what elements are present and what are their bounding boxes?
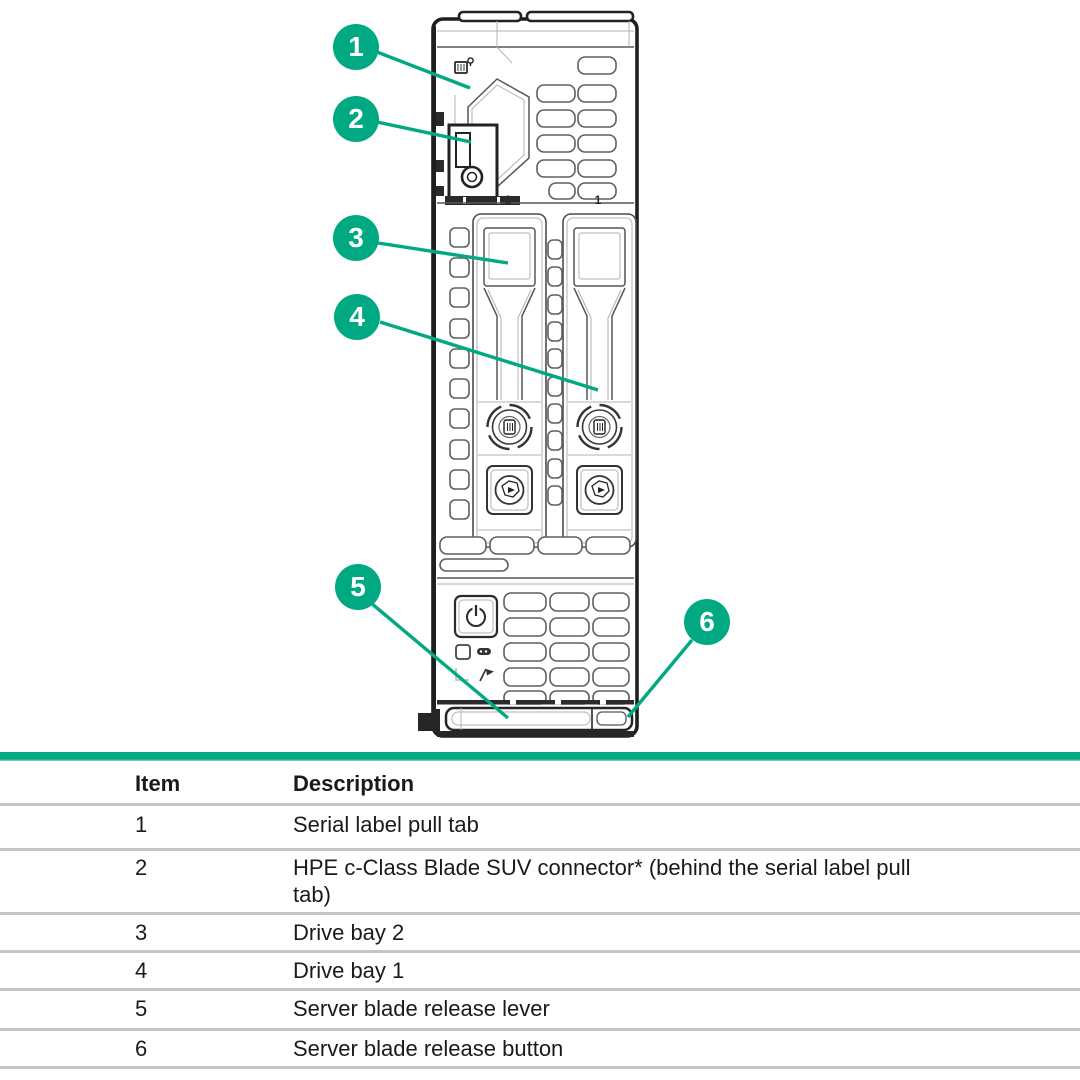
item-description: Server blade release lever bbox=[293, 996, 550, 1021]
item-description: HPE c-Class Blade SUV connector* (behind the serial label pull tab) bbox=[293, 855, 911, 907]
table-header-row bbox=[0, 761, 1080, 806]
nic-led-icon bbox=[477, 648, 491, 655]
power-button bbox=[455, 596, 497, 637]
component-table bbox=[0, 761, 1080, 1069]
table-top-accent-bar bbox=[0, 752, 1080, 761]
suv-connector bbox=[436, 112, 520, 205]
item-number: 2 bbox=[135, 855, 148, 880]
upper-vent-grid bbox=[537, 57, 616, 199]
middle-vent-column bbox=[548, 240, 562, 505]
left-vent-column bbox=[450, 228, 469, 519]
item-number: 4 bbox=[135, 958, 148, 983]
table-row bbox=[0, 851, 1080, 915]
table-row bbox=[0, 806, 1080, 851]
table-header-item: Item bbox=[135, 771, 181, 796]
bay-2-label: 2 bbox=[504, 193, 512, 207]
bottom-vent-grid bbox=[504, 593, 629, 704]
item-description: Serial label pull tab bbox=[293, 812, 479, 837]
table-row bbox=[0, 1031, 1080, 1069]
callout-badge-3: 3 bbox=[333, 215, 379, 261]
uid-led-icon bbox=[480, 669, 494, 681]
callout-badge-6: 6 bbox=[684, 599, 730, 645]
item-number: 1 bbox=[135, 812, 148, 837]
item-description: Drive bay 2 bbox=[293, 920, 405, 945]
bay-1-label: 1 bbox=[594, 193, 602, 207]
serial-label-icon bbox=[455, 58, 473, 73]
bottom-section-divider bbox=[437, 578, 634, 584]
item-number: 6 bbox=[135, 1036, 148, 1061]
drive-bay-2 bbox=[473, 214, 546, 547]
left-latch bbox=[418, 709, 440, 731]
table-row bbox=[0, 953, 1080, 991]
callout-badge-5: 5 bbox=[335, 564, 381, 610]
drive-bay-1 bbox=[563, 214, 636, 547]
callout-badge-1: 1 bbox=[333, 24, 379, 70]
item-description: Server blade release button bbox=[293, 1036, 564, 1061]
status-led-indicators bbox=[456, 645, 494, 681]
table-row bbox=[0, 915, 1080, 953]
item-number: 3 bbox=[135, 920, 148, 945]
callout-badge-4: 4 bbox=[334, 294, 380, 340]
item-number: 5 bbox=[135, 996, 148, 1021]
callout-badge-2: 2 bbox=[333, 96, 379, 142]
table-header-description: Description bbox=[293, 771, 415, 796]
table-row bbox=[0, 991, 1080, 1031]
release-lever-assembly bbox=[418, 700, 634, 737]
item-description: Drive bay 1 bbox=[293, 958, 405, 983]
